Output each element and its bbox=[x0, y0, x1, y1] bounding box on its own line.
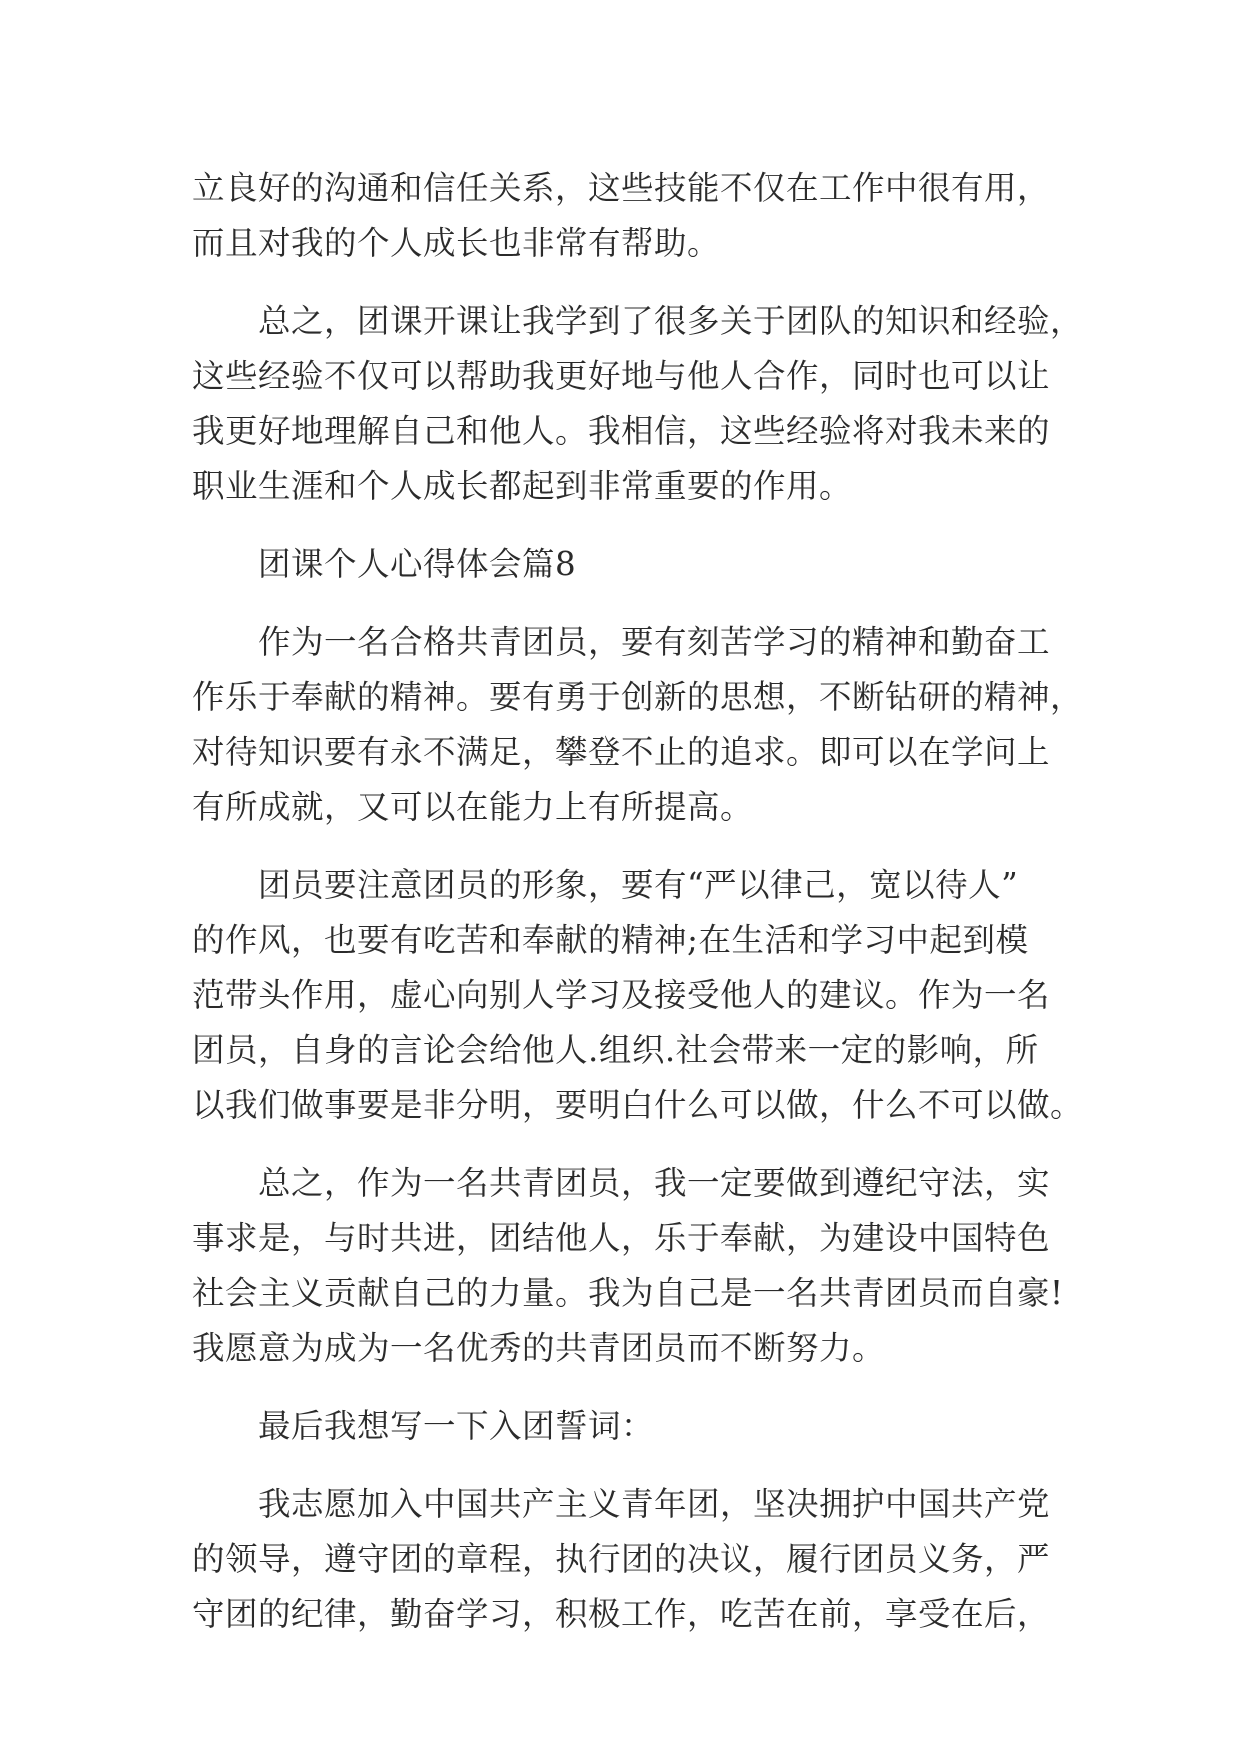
text-line: 以我们做事要是非分明，要明白什么可以做，什么不可以做。 bbox=[192, 1086, 1084, 1124]
text-line: 这些经验不仅可以帮助我更好地与他人合作，同时也可以让 bbox=[192, 357, 1051, 395]
text-line: 的领导，遵守团的章程，执行团的决议，履行团员义务，严 bbox=[192, 1540, 1051, 1578]
paragraph-start-line: 作为一名合格共青团员，要有刻苦学习的精神和勤奋工 bbox=[258, 623, 1051, 661]
text-line: 事求是，与时共进，团结他人，乐于奉献，为建设中国特色 bbox=[192, 1219, 1051, 1257]
text-line: 作乐于奉献的精神。要有勇于创新的思想，不断钻研的精神， bbox=[192, 678, 1084, 716]
text-line: 我更好地理解自己和他人。我相信，这些经验将对我未来的 bbox=[192, 412, 1051, 450]
text-line: 立良好的沟通和信任关系，这些技能不仅在工作中很有用， bbox=[192, 169, 1051, 207]
text-line: 团员，自身的言论会给他人.组织.社会带来一定的影响，所 bbox=[192, 1031, 1039, 1069]
paragraph-start-line: 最后我想写一下入团誓词： bbox=[258, 1407, 655, 1445]
paragraph-start-line: 团员要注意团员的形象，要有“严以律己，宽以待人” bbox=[258, 866, 1019, 904]
text-line: 而且对我的个人成长也非常有帮助。 bbox=[192, 224, 721, 262]
text-line: 我愿意为成为一名优秀的共青团员而不断努力。 bbox=[192, 1329, 886, 1367]
paragraph-start-line: 总之，团课开课让我学到了很多关于团队的知识和经验， bbox=[258, 302, 1084, 340]
text-line: 有所成就，又可以在能力上有所提高。 bbox=[192, 788, 754, 826]
paragraph-start-line: 我志愿加入中国共产主义青年团，坚决拥护中国共产党 bbox=[258, 1485, 1051, 1523]
paragraph-start-line: 总之，作为一名共青团员，我一定要做到遵纪守法，实 bbox=[258, 1164, 1051, 1202]
text-line: 范带头作用，虚心向别人学习及接受他人的建议。作为一名 bbox=[192, 976, 1051, 1014]
text-line: 对待知识要有永不满足，攀登不止的追求。即可以在学问上 bbox=[192, 733, 1051, 771]
text-line: 职业生涯和个人成长都起到非常重要的作用。 bbox=[192, 467, 853, 505]
text-line: 的作风，也要有吃苦和奉献的精神;在生活和学习中起到模 bbox=[192, 921, 1029, 959]
section-heading: 团课个人心得体会篇8 bbox=[258, 545, 577, 583]
text-line: 社会主义贡献自己的力量。我为自己是一名共青团员而自豪! bbox=[192, 1274, 1064, 1312]
text-line: 守团的纪律，勤奋学习，积极工作，吃苦在前，享受在后， bbox=[192, 1595, 1051, 1633]
